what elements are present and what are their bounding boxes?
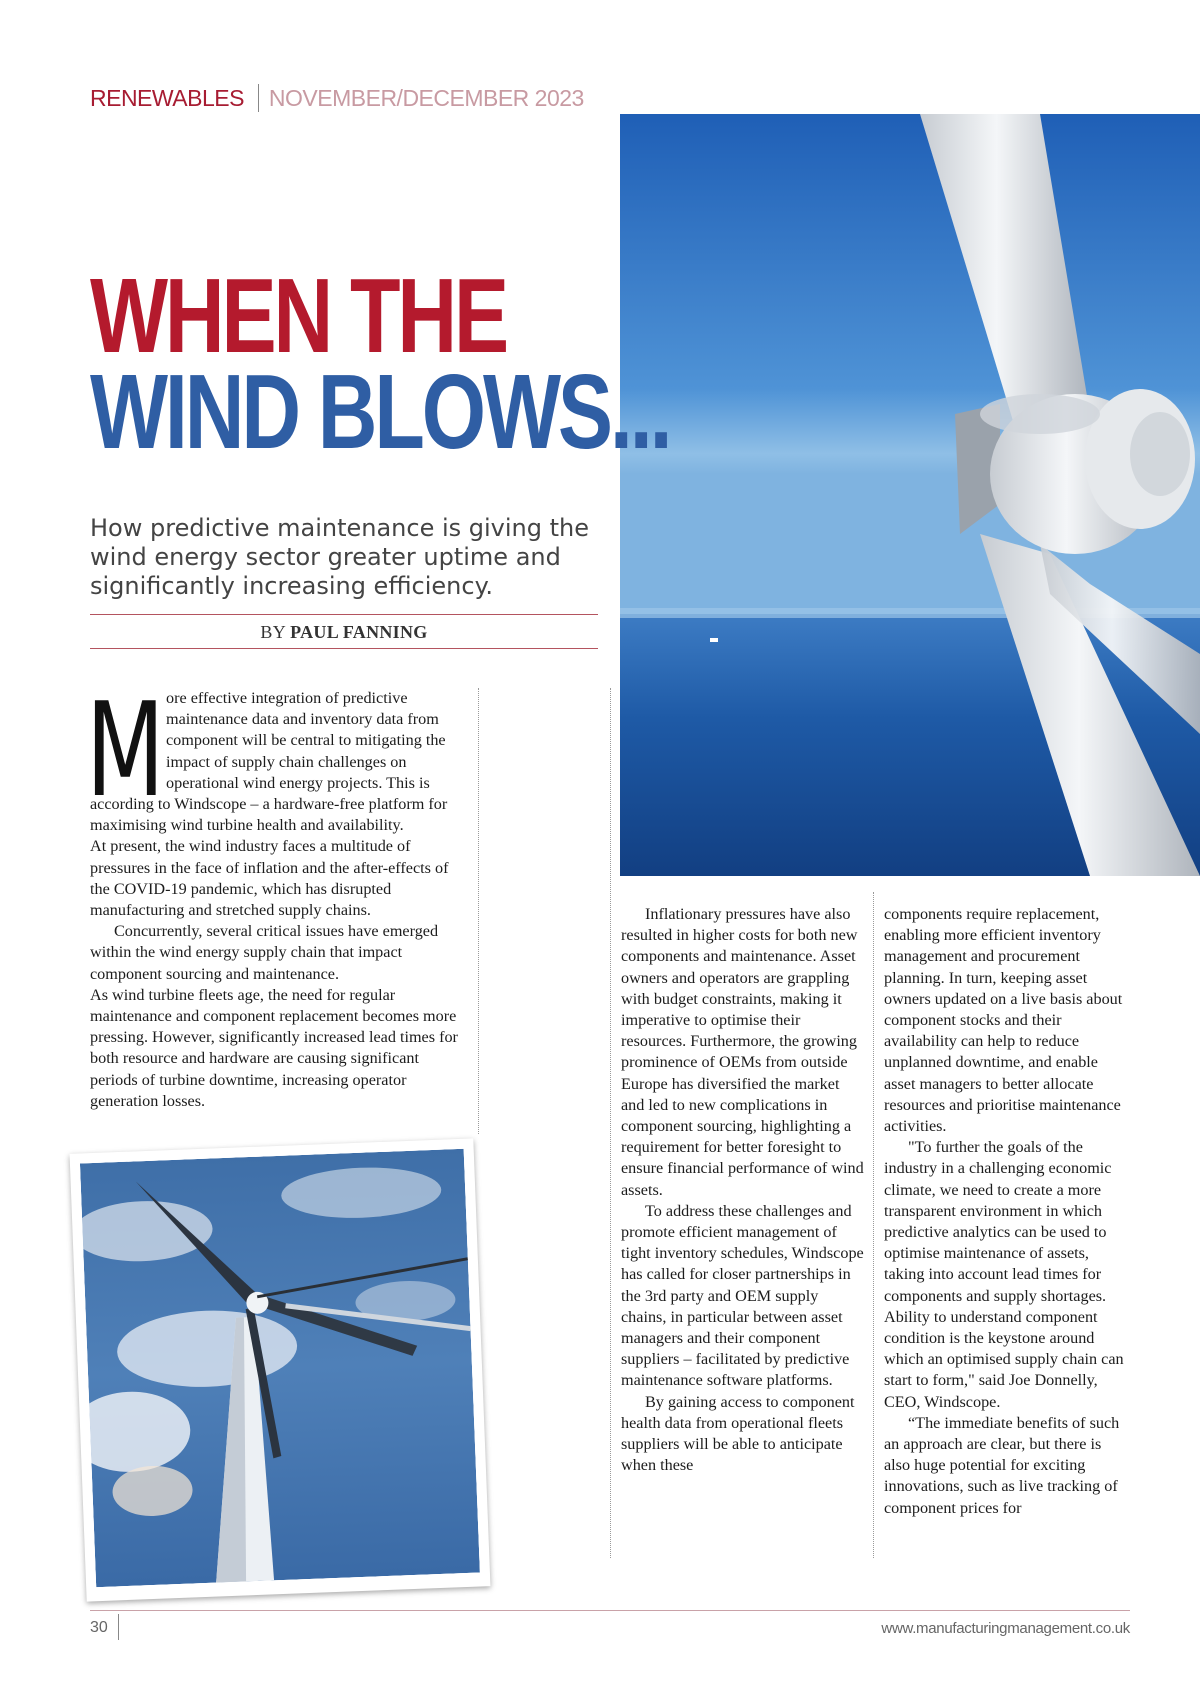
byline — [90, 622, 598, 643]
section-name: RENEWABLES — [90, 85, 244, 111]
byline-rule-bottom — [90, 648, 598, 649]
issue-date: NOVEMBER/DECEMBER 2023 — [268, 85, 584, 111]
col3-para-3: “The immediate benefits of such an approach are clear, but there is also huge potential for exciting innovations, such as live tracking of component prices for — [884, 1413, 1120, 1517]
page-number: 30 — [90, 1619, 108, 1636]
page-number-divider — [118, 1614, 119, 1640]
tag-divider — [258, 84, 259, 112]
col1-para-2: At present, the wind industry faces a multitude of pressures in the face of inflation and the after-effects of the COVID-19 pandemic, which has disrupted manufacturing and stretched supply chains. — [90, 837, 449, 920]
body-column-3 — [884, 904, 1130, 1519]
col3-para-1: components require replacement, enabling more efficient inventory management and procurement planning. In turn, keeping asset owners updated on a live basis about component stocks and their availability can help to reduce unplanned downtime, and enable asset managers to better allocate resources and prioritise maintenance activities. — [884, 905, 1123, 1136]
photo-turbine-sky — [70, 1138, 491, 1601]
col3-para-2: "To further the goals of the industry in a challenging economic climate, we need to create a more transparent environment in which predictive analytics can be used to optimise maintenance of assets, taking into account lead times for components and supply shortages. Ability to understand component condition is the keystone around which an optimised supply chain can start to form," said Joe Donnelly, CEO, Windscope. — [884, 1138, 1124, 1411]
col1-para-3: Concurrently, several critical issues have emerged within the wind energy supply chain that impact component sourcing and maintenance. — [90, 922, 439, 983]
byline-prefix: BY — [260, 622, 286, 642]
col2-para-2: To address these challenges and promote efficient management of tight inventory schedules, Windscope has called for closer partnerships in the 3rd party and OEM supply chains, in particular between asset managers and their component suppliers – facilitated by predictive maintenance software platforms. — [621, 1201, 864, 1390]
headline-line-2: WIND BLOWS... — [90, 353, 670, 471]
headline-line-1: WHEN THE — [90, 257, 506, 375]
section-tag — [90, 84, 584, 112]
column-divider-3 — [873, 892, 874, 1558]
standfirst: How predictive maintenance is giving the wind energy sector greater uptime and significantly increasing efficiency. — [90, 514, 589, 600]
body-column-2 — [621, 904, 865, 1476]
footer-url: www.manufacturingmanagement.co.uk — [881, 1620, 1130, 1637]
byline-rule-top — [90, 614, 598, 615]
headline — [90, 257, 670, 471]
drop-cap: M — [86, 674, 165, 826]
col2-para-3: By gaining access to component health data from operational fleets suppliers will be able to anticipate when these — [621, 1392, 855, 1475]
hero-photo-turbine-over-sea — [620, 114, 1200, 876]
footer-rule — [90, 1610, 1130, 1611]
column-divider-1 — [478, 688, 479, 1134]
col2-para-1: Inflationary pressures have also resulted in higher costs for both new components and maintenance. Asset owners and operators are grappling with budget constraints, making it imperative to optimise their resources. Furthermore, the growing prominence of OEMs from outside Europe has diversified the market and led to new complications in component sourcing, highlighting a requirement for better foresight to ensure financial performance of wind assets. — [621, 905, 864, 1199]
byline-author: PAUL FANNING — [290, 622, 428, 642]
column-divider-2 — [610, 688, 611, 1558]
col1-para-4: As wind turbine fleets age, the need for regular maintenance and component replacement becomes more pressing. However, significantly increased lead times for both resource and hardware are causing significant periods of turbine downtime, increasing operator generation losses. — [90, 985, 458, 1110]
col1-para-1: ore effective integration of predictive maintenance data and inventory data from component will be central to mitigating the impact of supply chain challenges on operational wind energy projects. This is according to Windscope – a hardware-free platform for maximising wind turbine health and availability. — [90, 689, 448, 835]
body-column-1 — [86, 674, 470, 1112]
